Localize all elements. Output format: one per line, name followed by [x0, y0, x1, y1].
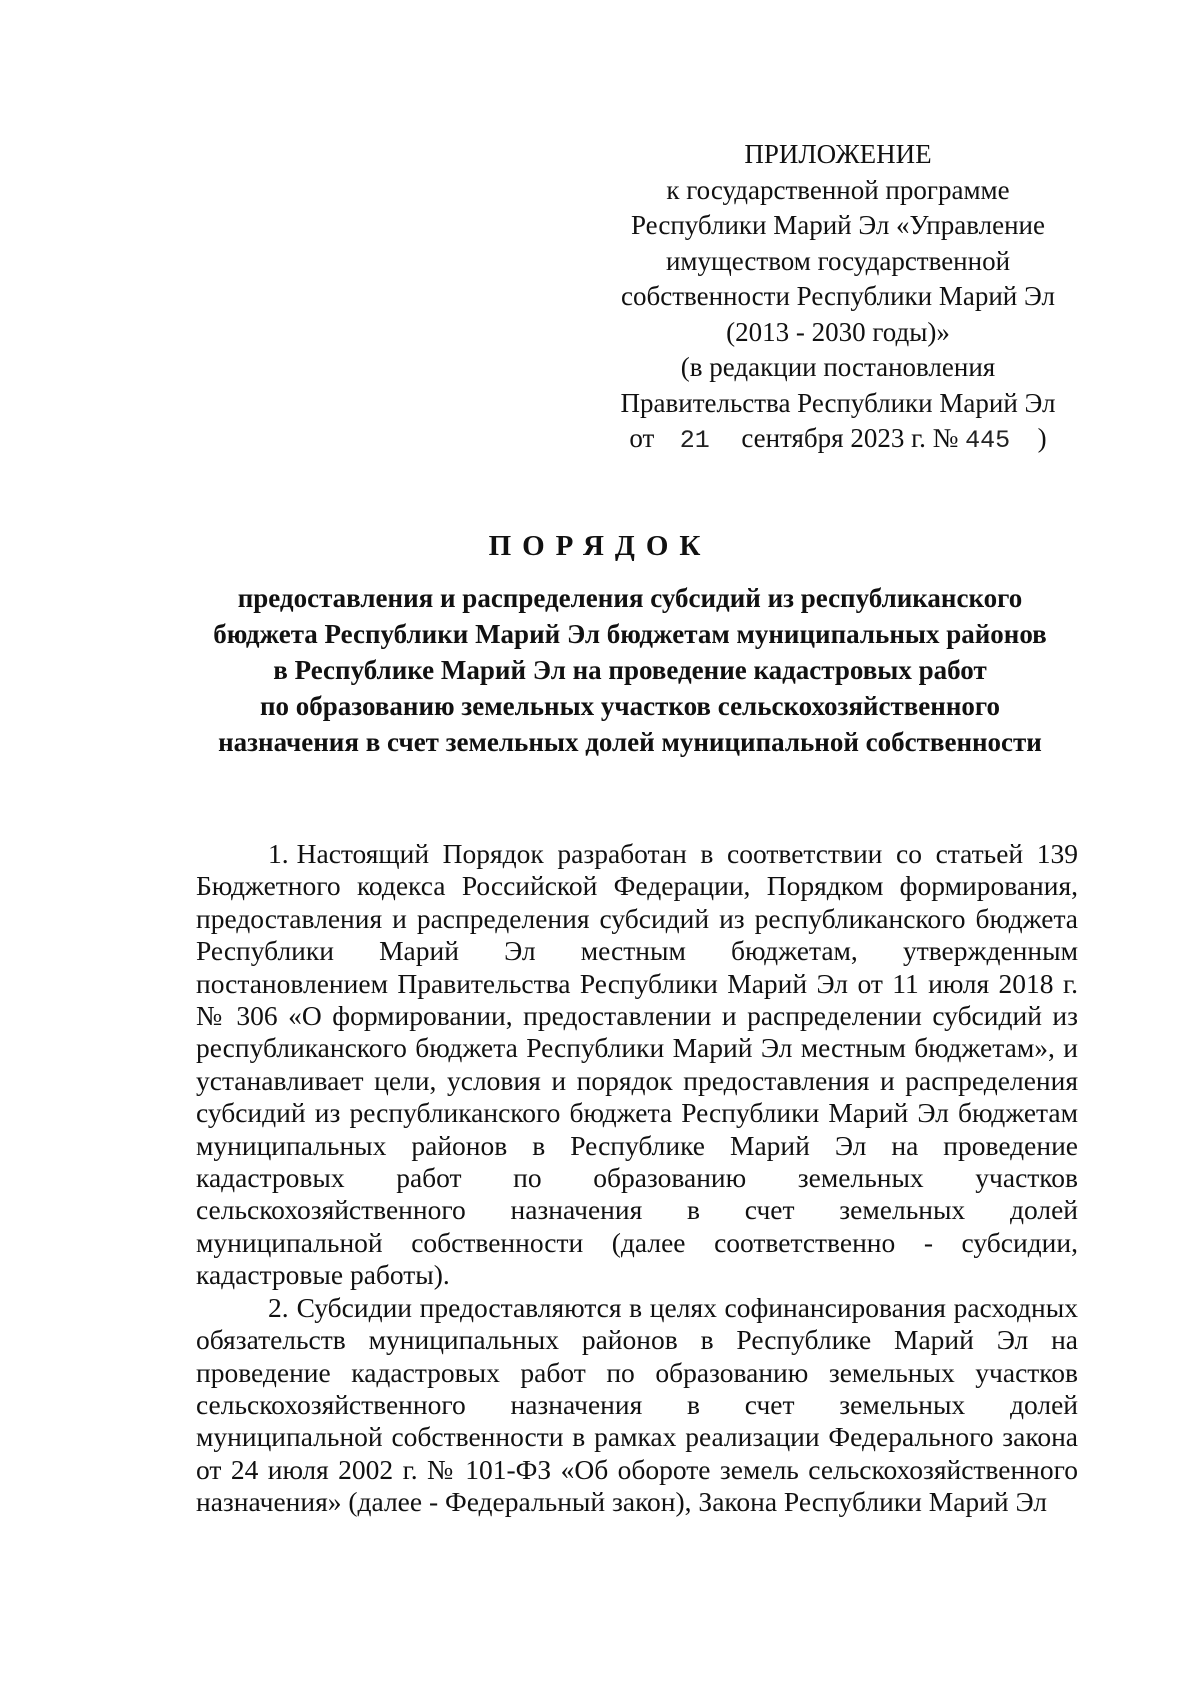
- appendix-block: [608, 137, 1068, 459]
- appendix-heading: ПРИЛОЖЕНИЕ: [744, 139, 932, 169]
- paragraph-number: 1.: [268, 838, 289, 869]
- decree-closing: ): [1037, 423, 1047, 453]
- appendix-line: Правительства Республики Марий Эл: [620, 387, 1056, 418]
- paragraph-1: [196, 838, 1078, 1292]
- decree-number: 445: [965, 426, 1011, 455]
- subtitle-line: по образованию земельных участков сельскохозяйственного: [259, 691, 1000, 721]
- subtitle-line: в Республике Марий Эл на проведение кадастровых работ: [273, 655, 987, 685]
- document-title: ПОРЯДОК: [488, 530, 712, 562]
- document-body: [196, 838, 1078, 1519]
- paragraph-number: 2.: [268, 1291, 289, 1323]
- paragraph-text: Субсидии предоставляются в целях софинансирования расходных обязательств муниципальных районов в Республике Марий Эл на проведение кадастровых работ по образованию земельных участков сельскохозяйственного назначения в счет земельных долей муниципальной собственности в рамках реализации Федерального закона от 24 июля 2002 г. № 101-ФЗ «Об обороте земель сельскохозяйственного назначения» (далее - Федеральный закон), Закона Республики Марий Эл: [196, 1291, 1078, 1518]
- appendix-line: собственности Республики Марий Эл: [621, 281, 1055, 311]
- decree-line: [608, 421, 1068, 459]
- appendix-line: имуществом государственной: [665, 245, 1011, 276]
- appendix-line: (2013 - 2030 годы)»: [726, 316, 950, 347]
- decree-day: 21: [679, 426, 710, 455]
- appendix-line: к государственной программе: [666, 174, 1010, 205]
- subtitle-line: назначения в счет земельных долей муниципальной собственности: [218, 727, 1042, 757]
- decree-date-text: сентября 2023 г. №: [741, 423, 959, 453]
- subtitle-line: бюджета Республики Марий Эл бюджетам муниципальных районов: [213, 619, 1047, 649]
- appendix-line: (в редакции постановления: [680, 352, 996, 382]
- document-subtitle: [150, 580, 1110, 760]
- subtitle-line: предоставления и распределения субсидий из республиканского: [237, 583, 1023, 613]
- decree-prefix: от: [629, 423, 655, 453]
- appendix-line: Республики Марий Эл «Управление: [631, 210, 1045, 240]
- paragraph-text: Настоящий Порядок разработан в соответствии со статьей 139 Бюджетного кодекса Российской Федерации, Порядком формирования, предоставления и распределения субсидий из республиканского бюджета Республики Марий Эл местным бюджетам, утвержденным постановлением Правительства Республики Марий Эл от 11 июля 2018 г. № 306 «О формировании, предоставлении и распределении субсидий из республиканского бюджета Республики Марий Эл местным бюджетам», и устанавливает цели, условия и порядок предоставления и распределения субсидий из республиканского бюджета Республики Марий Эл бюджетам муниципальных районов в Республике Марий Эл на проведение кадастровых работ по образованию земельных участков сельскохозяйственного назначения в счет земельных долей муниципальной собственности (далее соответственно - субсидии, кадастровые работы).: [196, 838, 1078, 1291]
- paragraph-2: [196, 1292, 1078, 1519]
